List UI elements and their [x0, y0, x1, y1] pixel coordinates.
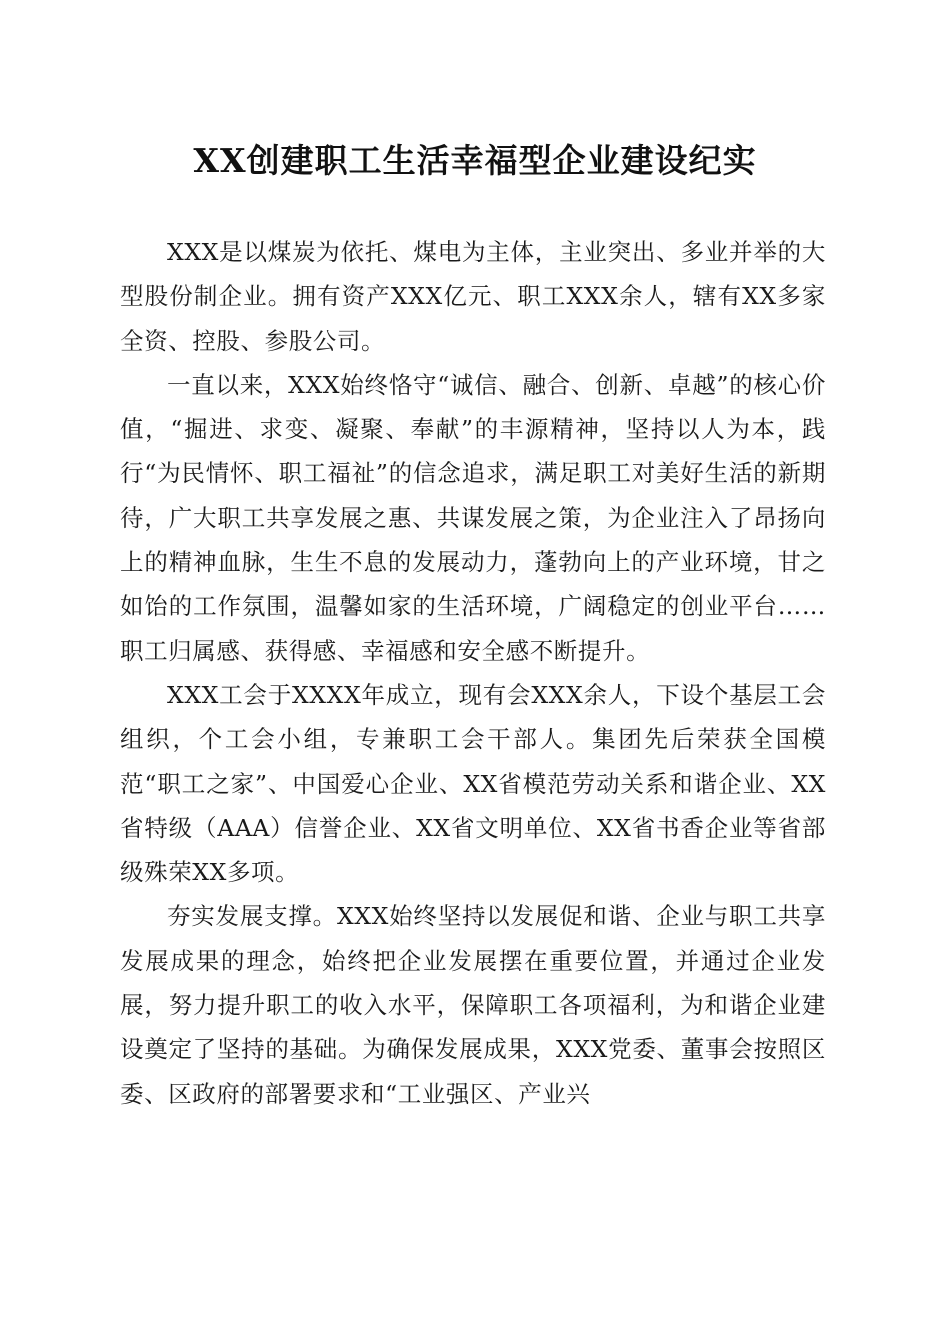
document-title: XX创建职工生活幸福型企业建设纪实	[193, 141, 757, 180]
paragraph-company-intro: XXX是以煤炭为依托、煤电为主体，主业突出、多业并举的大型股份制企业。拥有资产XXX亿元、职工XXX余人，辖有XX多家全资、控股、参股公司。	[120, 238, 826, 355]
paragraph-core-values: 一直以来，XXX始终恪守“诚信、融合、创新、卓越”的核心价值，“掘进、求变、凝聚、奉献”的丰源精神，坚持以人为本，践行“为民情怀、职工福祉”的信念追求，满足职工对美好生活的新期待，广大职工共享发展之惠、共谋发展之策，为企业注入了昂扬向上的精神血脉，生生不息的发展动力，蓬勃向上的产业环境，甘之如饴的工作氛围，温馨如家的生活环境，广阔稳定的创业平台……职工归属感、获得感、幸福感和安全感不断提升。	[120, 370, 826, 665]
paragraph-union-honors: XXX工会于XXXX年成立，现有会XXX余人，下设个基层工会组织，个工会小组，专兼职工会干部人。集团先后荣获全国模范“职工之家”、中国爱心企业、XX省模范劳动关系和谐企业、XX省特级（AAA）信誉企业、XX省文明单位、XX省书香企业等省部级殊荣XX多项。	[120, 680, 826, 887]
document-body	[120, 230, 826, 1116]
paragraph-development-support: 夯实发展支撑。XXX始终坚持以发展促和谐、企业与职工共享发展成果的理念，始终把企业发展摆在重要位置，并通过企业发展，努力提升职工的收入水平，保障职工各项福利，为和谐企业建设奠定了坚持的基础。为确保发展成果，XXX党委、董事会按照区委、区政府的部署要求和“工业强区、产业兴	[120, 902, 826, 1108]
